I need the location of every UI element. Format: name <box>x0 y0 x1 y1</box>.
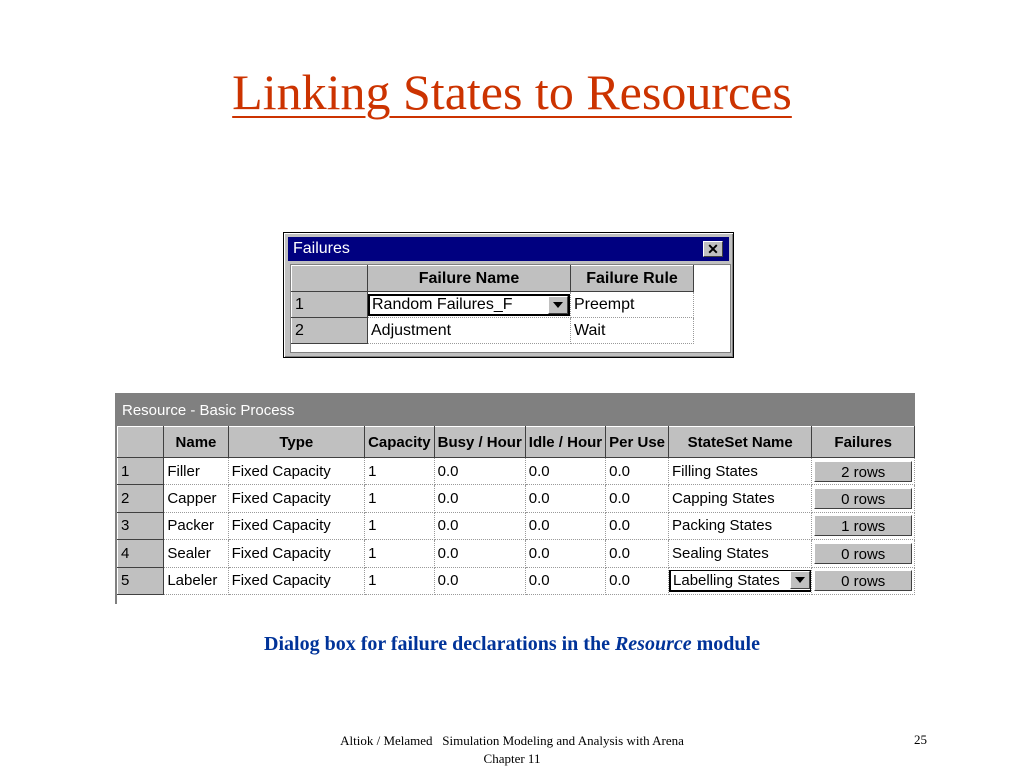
resource-grid <box>117 426 915 604</box>
failures-cell <box>812 540 915 567</box>
failures-cell <box>812 512 915 539</box>
capacity-cell[interactable]: 1 <box>365 540 435 567</box>
column-header-idle-per-hour[interactable]: Idle / Hour <box>525 427 605 458</box>
stateset-cell[interactable]: Filling States <box>669 458 812 485</box>
failures-rows-button[interactable]: 0 rows <box>814 570 912 591</box>
column-header-failures[interactable]: Failures <box>812 427 915 458</box>
failures-rows-button[interactable]: 2 rows <box>814 461 912 482</box>
failures-cell <box>812 458 915 485</box>
row-number[interactable]: 1 <box>292 292 368 318</box>
column-header-busy-per-hour[interactable]: Busy / Hour <box>434 427 525 458</box>
column-header-capacity[interactable]: Capacity <box>365 427 435 458</box>
failure-name-cell[interactable] <box>368 292 571 318</box>
column-header-per-use[interactable]: Per Use <box>606 427 669 458</box>
type-cell[interactable]: Fixed Capacity <box>228 485 365 512</box>
failures-dialog <box>283 232 734 358</box>
failure-name-value: Random Failures_F <box>372 295 513 313</box>
slide-footer <box>0 732 1024 768</box>
column-header-type[interactable]: Type <box>228 427 365 458</box>
idle-cell[interactable]: 0.0 <box>525 485 605 512</box>
capacity-cell[interactable]: 1 <box>365 512 435 539</box>
stateset-value: Labelling States <box>673 571 780 589</box>
column-header-name[interactable]: Name <box>164 427 228 458</box>
failure-rule-cell[interactable]: Preempt <box>571 292 694 318</box>
idle-cell[interactable]: 0.0 <box>525 567 605 594</box>
per-use-cell[interactable]: 0.0 <box>606 540 669 567</box>
row-number[interactable]: 3 <box>118 512 164 539</box>
failure-name-combobox[interactable] <box>368 294 570 316</box>
type-cell[interactable]: Fixed Capacity <box>228 512 365 539</box>
figure-caption: Dialog box for failure declarations in the Resource module <box>264 633 760 655</box>
page-number: 25 <box>914 732 927 747</box>
stateset-cell[interactable]: Sealing States <box>669 540 812 567</box>
close-icon[interactable]: ✕ <box>703 241 723 257</box>
table-row <box>118 485 915 512</box>
failures-titlebar[interactable] <box>288 237 729 261</box>
per-use-cell[interactable]: 0.0 <box>606 567 669 594</box>
per-use-cell[interactable]: 0.0 <box>606 458 669 485</box>
stateset-cell[interactable]: Capping States <box>669 485 812 512</box>
type-cell[interactable]: Fixed Capacity <box>228 540 365 567</box>
idle-cell[interactable]: 0.0 <box>525 512 605 539</box>
failure-name-cell[interactable]: Adjustment <box>368 318 571 344</box>
column-header-failure-name[interactable]: Failure Name <box>368 266 571 292</box>
idle-cell[interactable]: 0.0 <box>525 540 605 567</box>
type-cell[interactable]: Fixed Capacity <box>228 458 365 485</box>
table-row <box>118 512 915 539</box>
name-cell[interactable]: Packer <box>164 512 228 539</box>
type-cell[interactable]: Fixed Capacity <box>228 567 365 594</box>
failures-grid <box>290 264 731 353</box>
failures-rows-button[interactable]: 1 rows <box>814 515 912 536</box>
resource-spreadsheet <box>115 393 915 604</box>
failures-cell <box>812 485 915 512</box>
row-number[interactable]: 2 <box>292 318 368 344</box>
row-number[interactable]: 4 <box>118 540 164 567</box>
stateset-combobox[interactable] <box>669 570 811 592</box>
busy-cell[interactable]: 0.0 <box>434 512 525 539</box>
failures-rows-button[interactable]: 0 rows <box>814 488 912 509</box>
chevron-down-icon[interactable] <box>548 296 568 314</box>
busy-cell[interactable]: 0.0 <box>434 540 525 567</box>
slide-title: Linking States to Resources <box>232 64 792 120</box>
stateset-cell[interactable] <box>669 567 812 594</box>
column-header-failure-rule[interactable]: Failure Rule <box>571 266 694 292</box>
footer-line-1: Altiok / Melamed Simulation Modeling and Analysis with Arena <box>340 733 684 748</box>
column-header-stateset-name[interactable]: StateSet Name <box>669 427 812 458</box>
table-row <box>118 458 915 485</box>
failures-title: Failures <box>293 240 350 257</box>
capacity-cell[interactable]: 1 <box>365 485 435 512</box>
table-row <box>292 318 694 344</box>
corner-header <box>292 266 368 292</box>
stateset-cell[interactable]: Packing States <box>669 512 812 539</box>
corner-header <box>118 427 164 458</box>
busy-cell[interactable]: 0.0 <box>434 485 525 512</box>
per-use-cell[interactable]: 0.0 <box>606 512 669 539</box>
row-number[interactable]: 1 <box>118 458 164 485</box>
capacity-cell[interactable]: 1 <box>365 458 435 485</box>
table-row <box>118 567 915 594</box>
idle-cell[interactable]: 0.0 <box>525 458 605 485</box>
name-cell[interactable]: Filler <box>164 458 228 485</box>
capacity-cell[interactable]: 1 <box>365 567 435 594</box>
failures-rows-button[interactable]: 0 rows <box>814 543 912 564</box>
chevron-down-icon[interactable] <box>790 571 810 589</box>
failures-cell <box>812 567 915 594</box>
per-use-cell[interactable]: 0.0 <box>606 485 669 512</box>
caption-emphasis: Resource <box>614 633 692 655</box>
name-cell[interactable]: Sealer <box>164 540 228 567</box>
table-row <box>118 540 915 567</box>
busy-cell[interactable]: 0.0 <box>434 458 525 485</box>
failures-table <box>291 265 694 344</box>
name-cell[interactable]: Labeler <box>164 567 228 594</box>
resource-table <box>117 426 915 595</box>
busy-cell[interactable]: 0.0 <box>434 567 525 594</box>
resource-titlebar: Resource - Basic Process <box>117 393 915 426</box>
failure-rule-cell[interactable]: Wait <box>571 318 694 344</box>
table-row <box>292 292 694 318</box>
name-cell[interactable]: Capper <box>164 485 228 512</box>
row-number[interactable]: 2 <box>118 485 164 512</box>
row-number[interactable]: 5 <box>118 567 164 594</box>
footer-line-2: Chapter 11 <box>483 751 541 766</box>
